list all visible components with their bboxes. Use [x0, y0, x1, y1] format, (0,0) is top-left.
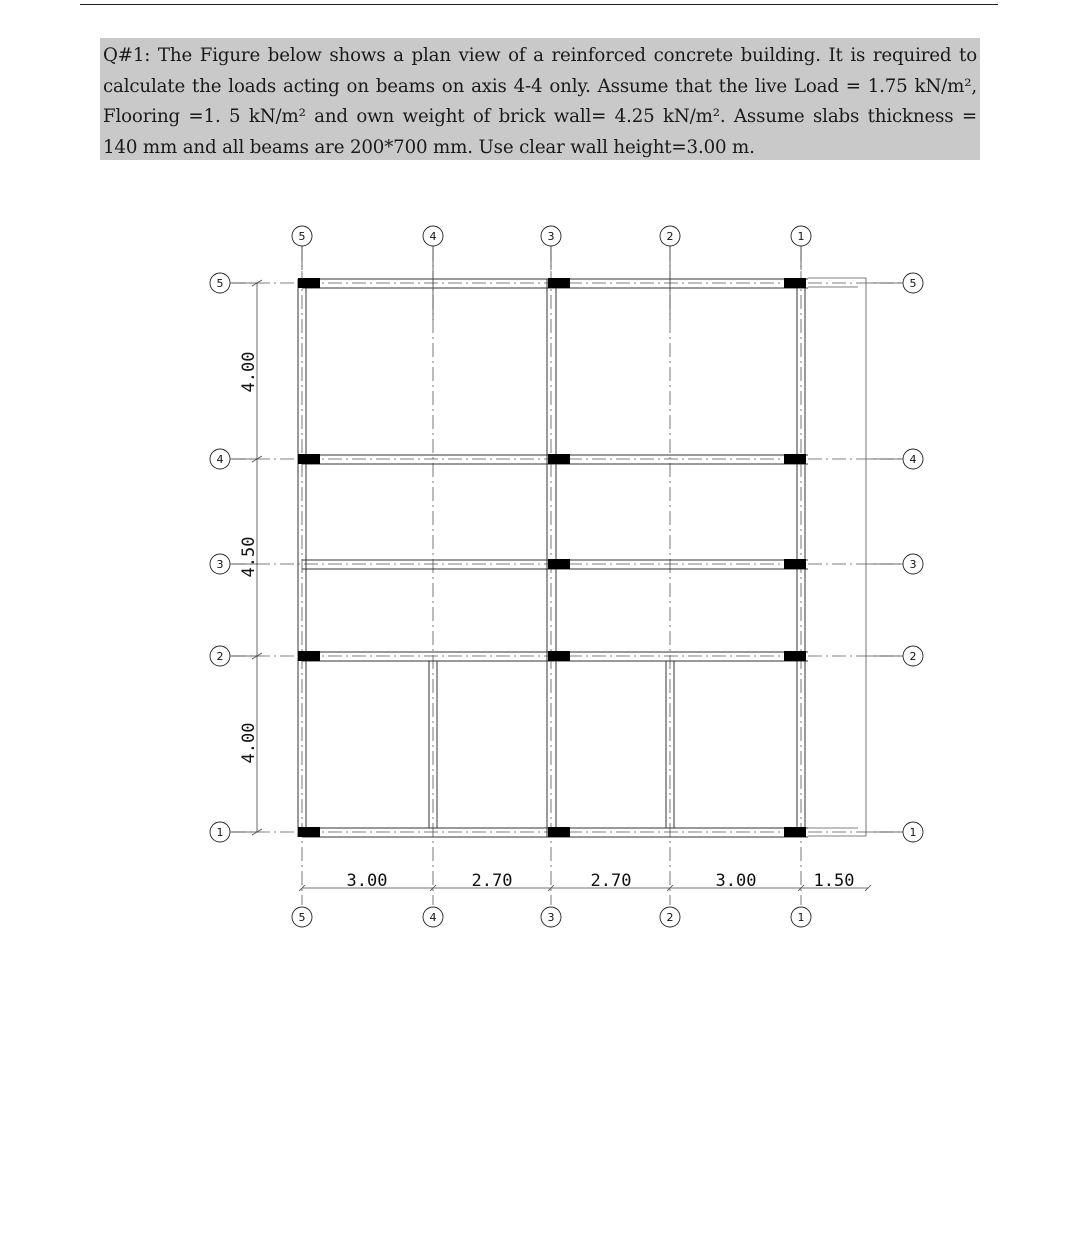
- axis-bubble-top: 1: [797, 230, 805, 243]
- axis-bubble-right: 4: [909, 453, 917, 466]
- dimension-label: 4.00: [239, 722, 259, 764]
- dimension-label: 1.50: [813, 871, 855, 891]
- bubble-leaders: [229, 246, 903, 832]
- axis-lines: [232, 247, 900, 905]
- axis-bubble-right: 2: [909, 650, 917, 663]
- question-line: Flooring =1. 5 kN/m² and own weight of brick wall= 4.25 kN/m². Assume slabs thickness =: [103, 106, 977, 128]
- dimension-label: 2.70: [471, 871, 513, 891]
- axis-bubble-left: 5: [216, 277, 224, 290]
- dimension-label: 3.00: [346, 871, 388, 891]
- dimension-label: 4.00: [239, 351, 259, 393]
- dimension-label: 3.00: [715, 871, 757, 891]
- question-line: Q#1: The Figure below shows a plan view of a reinforced concrete building. It is required to: [103, 45, 977, 66]
- axis-bubble-left: 3: [216, 558, 224, 571]
- axis-bubble-top: 4: [429, 230, 437, 243]
- axis-bubble-top: 2: [666, 230, 674, 243]
- axis-bubble-right: 3: [909, 558, 917, 571]
- axis-bubble-top: 5: [298, 230, 306, 243]
- dimension-label: 4.50: [239, 536, 259, 578]
- axis-bubble-bottom: 4: [429, 911, 437, 924]
- axis-bubble-bottom: 2: [666, 911, 674, 924]
- axis-bubble-left: 2: [216, 650, 224, 663]
- axis-bubble-right: 1: [909, 826, 917, 839]
- cantilever-outline: [808, 278, 866, 836]
- horizontal-beams: [302, 279, 808, 837]
- question-line: 140 mm and all beams are 200*700 mm. Use clear wall height=3.00 m.: [103, 136, 755, 158]
- axis-bubble-right: 5: [909, 277, 917, 290]
- axis-bubble-bottom: 1: [797, 911, 805, 924]
- question-line: calculate the loads acting on beams on axis 4-4 only. Assume that the live Load = 1.75 kN/m²,: [103, 75, 977, 97]
- dimension-label: 2.70: [590, 871, 632, 891]
- axis-bubble-top: 3: [547, 230, 555, 243]
- axis-bubble-left: 4: [216, 453, 224, 466]
- vertical-beams: [298, 279, 805, 837]
- axis-bubble-bottom: 5: [298, 911, 306, 924]
- axis-bubble-bottom: 3: [547, 911, 555, 924]
- axis-bubble-left: 1: [216, 826, 224, 839]
- columns: [298, 278, 806, 837]
